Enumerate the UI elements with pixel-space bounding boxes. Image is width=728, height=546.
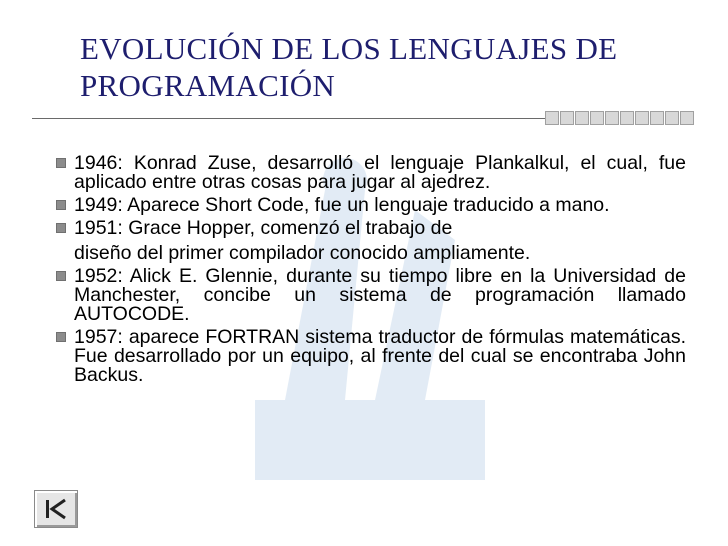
list-item	[56, 196, 686, 215]
first-slide-icon	[43, 498, 69, 520]
list-item	[56, 154, 686, 192]
square-icon	[620, 111, 634, 125]
slide-title-line-1: EVOLUCIÓN DE LOS LENGUAJES DE	[80, 31, 618, 66]
decorative-squares	[545, 111, 695, 125]
list-item	[56, 219, 686, 238]
square-icon	[575, 111, 589, 125]
square-bullet-icon	[56, 223, 66, 233]
square-icon	[665, 111, 679, 125]
square-icon	[650, 111, 664, 125]
square-icon	[605, 111, 619, 125]
list-item-continuation: diseño del primer compilador conocido ampliamente.	[74, 242, 531, 264]
square-bullet-icon	[56, 271, 66, 281]
list-item	[56, 267, 686, 324]
square-icon	[680, 111, 694, 125]
square-icon	[590, 111, 604, 125]
slide-title-line-2: PROGRAMACIÓN	[80, 68, 336, 103]
square-icon	[545, 111, 559, 125]
list-item	[56, 328, 686, 385]
list-item-text: 1957: aparece FORTRAN sistema traductor de fórmulas matemáticas. Fue desarrollado por un equipo, al frente del cual se encontraba John Backus.	[74, 326, 686, 386]
slide-title	[80, 30, 700, 104]
square-bullet-icon	[56, 200, 66, 210]
list-item-text: 1949: Aparece Short Code, fue un lenguaje traducido a mano.	[74, 194, 610, 216]
list-item-text: 1951: Grace Hopper, comenzó el trabajo de	[74, 217, 453, 239]
bullet-list	[56, 154, 686, 389]
first-slide-button[interactable]	[34, 490, 78, 528]
square-bullet-icon	[56, 332, 66, 342]
square-icon	[560, 111, 574, 125]
list-item-text: 1952: Alick E. Glennie, durante su tiempo libre en la Universidad de Manchester, concibe un sistema de programación llamado AUTOCODE.	[74, 265, 686, 325]
square-icon	[635, 111, 649, 125]
title-divider	[32, 118, 545, 119]
square-bullet-icon	[56, 158, 66, 168]
list-item-text: 1946: Konrad Zuse, desarrolló el lenguaje Plankalkul, el cual, fue aplicado entre otras cosas para jugar al ajedrez.	[74, 152, 686, 193]
